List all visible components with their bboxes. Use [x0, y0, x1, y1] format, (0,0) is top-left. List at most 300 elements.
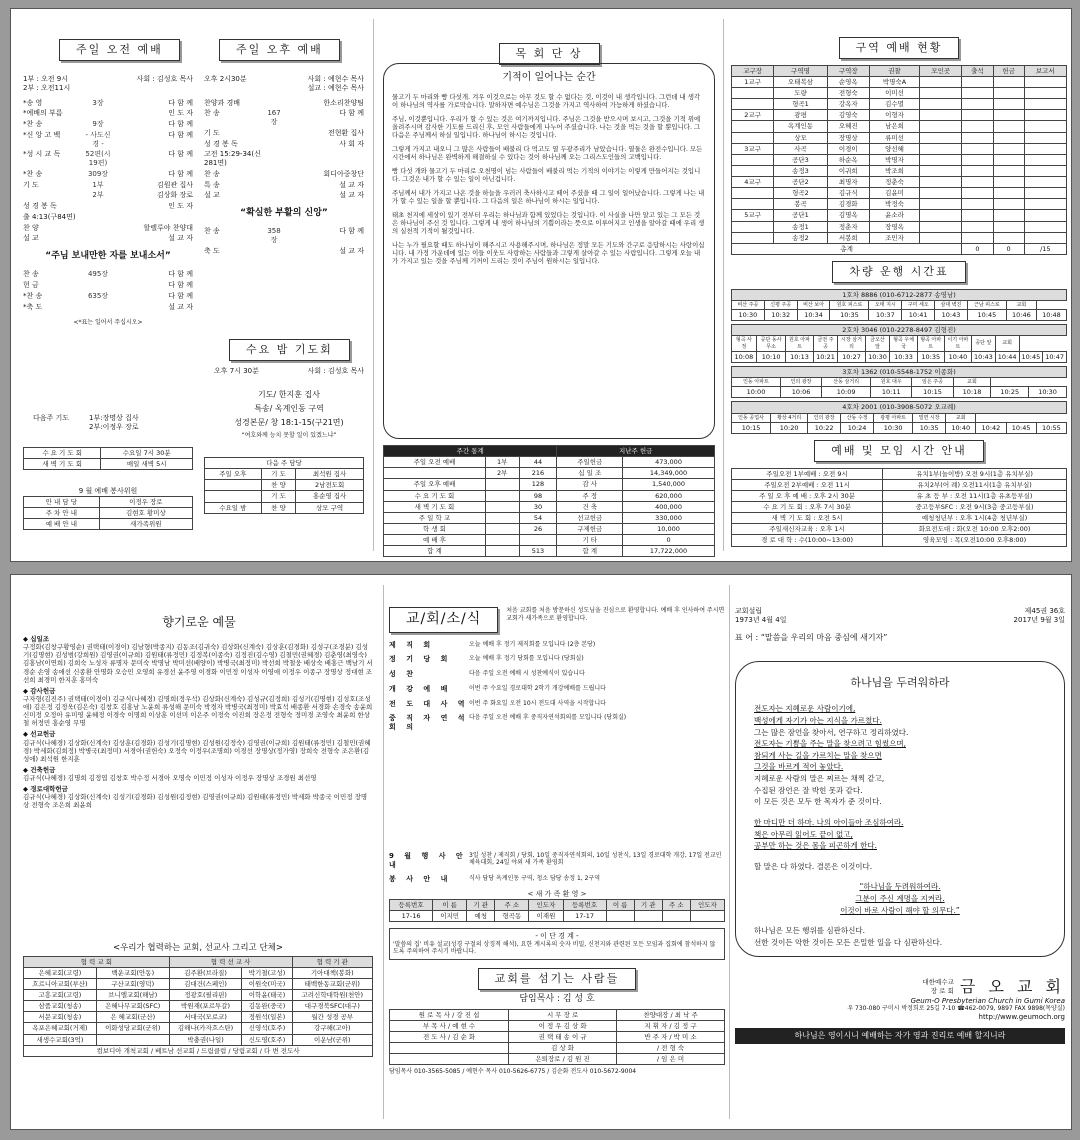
cell-cell [1024, 143, 1066, 154]
news-item-text: 오늘 예배 후 정기 제직회를 모입니다 (2층 본당) [469, 640, 596, 648]
cell-cell [993, 110, 1024, 121]
news-item [389, 670, 725, 679]
verse-line [754, 872, 1046, 881]
table-row [384, 546, 715, 557]
order-cell: 2부 [92, 191, 104, 200]
church-url[interactable]: http://www.geumoch.org [978, 1012, 1065, 1021]
cell-row [732, 110, 1067, 121]
order-cell: *찬 송 [23, 120, 43, 128]
cell-cell: 류미선 [869, 132, 919, 143]
bus-stop: 산동 삼거리 [822, 378, 871, 387]
offering-section-head: ◆ 경로대학헌금 [23, 785, 68, 794]
news-item-label: 개 강 예 배 [389, 684, 452, 693]
order-cell: 다 함 께 [339, 227, 364, 236]
order-row [23, 234, 193, 243]
bus-times [732, 351, 1067, 362]
cell-cell [732, 154, 774, 165]
bus-time: 10:44 [995, 351, 1019, 362]
bus-times [732, 387, 1067, 398]
table-cell: 강구해(고아) [292, 1023, 372, 1034]
schedule-label: 9 월 행 사 안 내 [389, 851, 467, 869]
cell-total-label: 총계 [732, 243, 962, 254]
cell-cell [920, 132, 962, 143]
cell-cell [962, 88, 993, 99]
cell-cell [993, 188, 1024, 199]
service-row [389, 875, 725, 884]
bus-stop: 구미 세오 [902, 300, 935, 309]
table-row [732, 535, 1067, 546]
news-item [389, 655, 725, 664]
table-cell: 54 [519, 512, 557, 523]
cell-cell [993, 221, 1024, 232]
order-cell: 전현환 집사 [327, 128, 364, 137]
morning-service [23, 75, 193, 327]
table-row [384, 501, 715, 512]
table-cell: 128 [519, 479, 557, 490]
table-cell: 찬 양 [261, 502, 296, 513]
table-cell: 은 혜교회(군산) [96, 1012, 169, 1023]
cell-cell [1024, 221, 1066, 232]
table-cell: 합 계 [557, 546, 623, 557]
table-cell: 예청청년부 : 오후 1시(4층 청년부실) [883, 513, 1067, 524]
newcomer-title: < 새 가 족 환 영 > [527, 890, 587, 898]
duty-title: 9 월 예배 봉사위원 [78, 487, 138, 495]
bus-stop: 비산 보아 [797, 300, 830, 309]
service-label: 봉 사 안 내 [389, 875, 452, 884]
table-row [205, 480, 364, 491]
cell-cell [962, 177, 993, 188]
cell-cell: 상모 [774, 132, 827, 143]
cell-row [732, 99, 1067, 110]
cell-cell [962, 143, 993, 154]
newcomer-header: 주 소 [662, 899, 690, 910]
table-cell: 330,000 [623, 512, 715, 523]
cell-header: 교구장 [732, 65, 774, 76]
cell-cell: 최명자 [827, 177, 869, 188]
cell-cell: 이경이 [827, 143, 869, 154]
table-row [732, 502, 1067, 513]
standing-note: <*표는 일어서 주십시오> [73, 319, 143, 327]
table-cell: 지 휘 자 / 김 정 구 [617, 1020, 725, 1031]
morning-order-list-2 [23, 270, 193, 311]
cell-cell [920, 121, 962, 132]
order-cell: 찬 송 [204, 109, 220, 118]
table-cell: 구제헌금 [557, 523, 623, 534]
church-address: 우 730-080 구미시 박정희로 25길 7-10 ☎462-0079, 9897 FAX 9898(목양실) [847, 1005, 1065, 1013]
table-cell: 수 요 기 도 회 [24, 448, 101, 459]
table-row [732, 513, 1067, 524]
order-cell: 찬양과 경배 [204, 98, 241, 107]
table-cell: 주일 오후 예배 [384, 479, 486, 490]
order-row [204, 99, 364, 108]
table-cell: 김동완(중국) [242, 1001, 292, 1012]
offerings-column [19, 575, 379, 1129]
table-cell: 새 벽 기 도 회 [384, 501, 486, 512]
news-item-text: 다음 주일 오전 예배 시 성찬예식이 있습니다 [469, 670, 585, 677]
bus-time: 10:06 [780, 387, 821, 398]
table-cell: 학 생 회 [384, 523, 486, 534]
offering-title: 지난주 헌금 [557, 446, 715, 457]
bus-time: 10:33 [890, 351, 917, 362]
cell-cell: 2교구 [732, 110, 774, 121]
cell-row [732, 210, 1067, 221]
table-cell: 0 [623, 535, 715, 546]
order-cell: 다 함 께 [168, 291, 193, 300]
bus-time: 10:11 [871, 387, 912, 398]
cell-cell [920, 76, 962, 87]
order-row [23, 270, 193, 279]
table-cell: 권 택 태 송 이 규 [509, 1032, 617, 1043]
bus-time: 10:34 [797, 310, 830, 321]
order-cell: 다 함 께 [168, 130, 193, 139]
bus-stop: 원호 피스로 [830, 300, 869, 309]
order-cell: 다 함 께 [168, 120, 193, 128]
bus-time: 10:30 [1029, 387, 1067, 398]
cell-cell: 서봉희 [827, 232, 869, 243]
table-cell: 이 정 우 김 상 화 [509, 1020, 617, 1031]
order-cell: 성 경 봉 독 [204, 139, 238, 148]
cell-cell: 하순옥 [827, 154, 869, 165]
cell-header: 구역명 [774, 65, 827, 76]
wed-sermon: “여호와께 능치 못할 일이 있겠느냐” [241, 431, 337, 439]
table-cell [634, 910, 662, 921]
table-cell: 새생수교회(3억) [24, 1034, 97, 1045]
verse-line: “하나님을 두려워하여라. [859, 882, 941, 892]
bus-stop: 원호 아파트 [786, 336, 813, 352]
table-cell: 예 배 안 내 [24, 519, 100, 530]
cells-title: 구역 예배 현황 [839, 37, 960, 59]
table-cell [485, 535, 519, 546]
bus-stop: 원호 대우 [871, 378, 912, 387]
schedule-text: 3일 성찬 / 제직회 / 당회, 10일 중직자연석회의, 10일 성찬식, 13일 경로대학 개강, 17일 전교인 체육대회, 24일 야외 새 가족 환영회 [469, 851, 722, 867]
table-row [384, 535, 715, 546]
bulletin-outer-page [10, 574, 1072, 1130]
morning-order-list [23, 99, 193, 244]
afternoon-sermon-title: “확실한 부활의 신앙” [240, 208, 328, 218]
cell-cell: 김경화 [827, 199, 869, 210]
bus-stops [732, 336, 1067, 352]
afternoon-title: 주일 오후 예배 [219, 39, 340, 61]
order-cell: 인 도 자 [168, 109, 193, 118]
pastor-column-area [379, 9, 719, 561]
order-cell: 찬 송 [204, 227, 220, 236]
bus-route-table [731, 366, 1067, 399]
order-cell: 9장 [92, 120, 104, 128]
bus-stops [732, 378, 1067, 387]
staff-title: 교회를 섬기는 사람들 [478, 968, 637, 990]
order-row [23, 224, 193, 233]
verse-line: 지혜로운 사람의 말은 찌르는 채찍 같고, [754, 774, 885, 783]
bus-time: 10:55 [1036, 422, 1066, 433]
offering-section-text: 구정화(김창구황영순) 권택태(이경이) 김남형(박종지) 김동조(김귀숙) 김상화(신계숙) 김상훈(김경화) 김성구(조경분) 김성기(김명현) 김성범(강희원) 김영권(이규희) 김원태(류정민) 김정복(이종숙) 김정진(김수영) 김철민(권혜경) 김춘영(최영숙) 김홍남(이연희) 김희숙 노성자 류명자 문미숙 박명남 박미선(배양이) 박병국(최정미) 박선희 박철웅 배상숙 배홍근 백남기 서경순 손영 송애선 신종환 안명화 오승민 오영희 유경선 윤주영 이경화 이민정 이성자 이영애 이정우 이종구 장명상 정대현 조선희 최경미 한지훈 홍미숙 [23, 643, 373, 684]
cell-cell: 박명자 [869, 154, 919, 165]
table-row [24, 1012, 373, 1023]
table-row [384, 490, 715, 501]
cell-cell: 송정3 [774, 165, 827, 176]
table-cell: 원 로 목 사 / 강 진 섭 [390, 1009, 509, 1020]
order-cell: 설 교 자 [339, 246, 364, 255]
morning-times: 1부 : 오전 9시 2부 : 오전11시 [23, 75, 71, 92]
news-item-text: 이번 주 화요일 오전 10시 전도대 사역을 시작합니다 [469, 699, 606, 707]
table-cell [390, 1054, 509, 1065]
wed-prayer: 기도/ 한지훈 집사 [258, 389, 320, 399]
news-column [389, 575, 725, 1129]
table-cell [690, 910, 724, 921]
cell-cell [1024, 188, 1066, 199]
cell-cell: 오혜진 [827, 121, 869, 132]
table-cell: 2부 [485, 468, 519, 479]
order-cell: 김상화 장로 [156, 191, 193, 200]
table-row [24, 1034, 373, 1045]
table-row [390, 1032, 725, 1043]
bus-time: 10:10 [756, 351, 786, 362]
offering-section-text: 김규식(나혜경) 김명희 김정엽 김창호 박수정 서경아 오명숙 이민정 이성자 이정우 장명상 조경원 최선영 [23, 774, 317, 782]
cell-row [732, 76, 1067, 87]
verse-line: 선한 것이든 악한 것이든 모든 은밀한 일을 다 심판하신다. [754, 937, 943, 947]
table-cell: 1부 [485, 457, 519, 468]
bus-time: 10:40 [944, 351, 971, 362]
bus-route-table [731, 324, 1067, 363]
service-text: 식사 담당 옥계인동 구역, 청소 담당 송정 1, 2구역 [469, 875, 601, 883]
table-cell: 이원숙(미국) [242, 978, 292, 989]
table-cell: 찬양대장 / 최 낙 주 [617, 1009, 725, 1020]
order-row [23, 303, 193, 312]
cell-cell [732, 165, 774, 176]
order-cell: 495장 [87, 270, 109, 279]
cell-row [732, 121, 1067, 132]
order-cell: 특 송 [204, 180, 220, 189]
cell-cell [993, 76, 1024, 87]
cell-cell [962, 154, 993, 165]
news-item-text: 이번 주 수요일 경로대학 2학기 개강예배를 드립니다 [469, 684, 606, 692]
verse-line [754, 916, 1046, 925]
cell-cell [920, 232, 962, 243]
bus-stop: 공단 동사무소 [756, 336, 786, 352]
table-row [390, 1009, 725, 1020]
cell-cell: 남은희 [869, 121, 919, 132]
order-cell: 다 함 께 [339, 109, 364, 118]
verse-line: 하나님은 모든 행위를 심판하신다. [754, 926, 865, 936]
cell-cell [993, 199, 1024, 210]
times-title: 예배 및 모임 시간 안내 [814, 440, 984, 462]
cell-header: 권찰 [869, 65, 919, 76]
bus-time: 10:30 [874, 422, 913, 433]
order-cell: 다 함 께 [168, 281, 193, 289]
order-cell: 설 교 자 [339, 191, 364, 200]
table-cell: 합 계 [384, 546, 486, 557]
order-cell: 358장 [267, 227, 281, 244]
table-cell: 주일 오전 예배 [384, 457, 486, 468]
bus-time: 10:47 [1043, 351, 1067, 362]
cell-cell: 공단3 [774, 154, 827, 165]
order-cell: 회디아중창단 [323, 169, 364, 178]
cell-cell: 봉곡 [774, 199, 827, 210]
table-cell: 주 일 학 교 [384, 512, 486, 523]
newcomer-table [389, 899, 725, 922]
news-item-label: 정 기 당 회 [389, 655, 452, 664]
duty-committee [23, 487, 193, 530]
cell-cell [962, 110, 993, 121]
cell-cell [920, 110, 962, 121]
cell-cell [1024, 154, 1066, 165]
table-cell [485, 479, 519, 490]
table-cell: 태백한동교회(군위) [292, 978, 372, 989]
table-cell: 대구경북SFC(대구) [292, 1001, 372, 1012]
order-row [204, 181, 364, 190]
table-cell: 은혜나무교회(SFC) [96, 1001, 169, 1012]
bus-schedule [731, 289, 1067, 434]
verse-line: 이 모든 것은 모두 한 목자가 준 것이다. [754, 797, 882, 807]
order-cell: *찬 송 [23, 291, 43, 300]
table-cell: 김주환(브라질) [169, 967, 242, 978]
table-row [732, 524, 1067, 535]
denomination: 대한예수교 장 로 회 [922, 978, 954, 995]
cell-cell [962, 99, 993, 110]
wed-special: 특송/ 옥계인동 구역 [254, 403, 324, 413]
heresy-text: '말씀의 집' 비유 설교(성경 구절의 상징적 해석), 요한 계시록의 숫자 비밀, 신천지와 관련된 모든 모임과 집회에 참석하지 않도록 주의하여 주시기 바랍니다. [393, 940, 716, 956]
order-row [23, 292, 193, 301]
table-cell: 박충권(나일) [169, 1034, 242, 1045]
table-cell: 17-16 [390, 910, 433, 921]
newcomer-header: 기 관 [634, 899, 662, 910]
verse-line: 그것을 바르게 적어 놓았다. [754, 762, 844, 772]
cell-cell [732, 188, 774, 199]
bus-stop: 형곡 사정 [732, 336, 757, 352]
order-cell: 설 교 자 [339, 180, 364, 189]
cell-row [732, 177, 1067, 188]
cell-cell [920, 154, 962, 165]
order-row [23, 202, 193, 211]
cell-row [732, 199, 1067, 210]
cell-cell [962, 199, 993, 210]
table-cell: / 전 형 숙 [617, 1043, 725, 1054]
order-cell: 설 교 자 [168, 302, 193, 311]
bus-route-label: 2호차 3046 (010-2278-8497 김형진) [732, 325, 1067, 336]
news-title: 교/회/소/식 [389, 607, 498, 633]
cover-verse-text [754, 703, 1046, 948]
verse-line: 그는 많은 잠언을 찾아서, 연구하고 정리하였다. [754, 727, 909, 737]
table-row [24, 507, 193, 518]
bus-time: 10:48 [1036, 310, 1066, 321]
cell-cell: 송정2 [774, 232, 827, 243]
cell-row [732, 88, 1067, 99]
table-cell: 정광호(필리핀) [169, 990, 242, 1001]
column-paragraph: 그렇게 가지고 내오니 그 많은 사람들이 배불리 다 먹고도 열 두광주리가 남았습니다. 열둘은 완전수입니다. 모든 시간에서 하나님은 완벽하게 해결하실 수 있다는 것이 하나님께 오는 그리스도인들의 고백입니다. [392, 144, 703, 161]
bus-time: 10:13 [786, 351, 813, 362]
bus-route-name [732, 402, 1067, 413]
cell-cell [1024, 165, 1066, 176]
cell-cell: 이미선 [869, 88, 919, 99]
table-row [384, 479, 715, 490]
bus-times [732, 310, 1067, 321]
table-cell [384, 468, 486, 479]
bus-stop: 금전 주공 [813, 336, 838, 352]
bus-stop: 인동 아파트 [732, 378, 781, 387]
table-row [732, 490, 1067, 501]
verse-line: 수집된 잠언은 잘 박힌 못과 같다. [754, 785, 863, 795]
bus-stop: 오태 지시 [869, 300, 902, 309]
column-box [383, 63, 715, 439]
column-paragraph: 태초 천지에 세상이 있기 전부터 우리는 하나님과 함께 있었다는 것입니다. 이 사실을 나만 알고 있는 그 모든 것은 하나님이 주신 것 입니다. 그렇게 내 생이 하나님의 기쁨이라는 뜻으로 이루어지고 인생을 알아갈 때에 우리 생의 실천적 기적이 될것입니다. [392, 210, 705, 235]
table-cell: 44 [519, 457, 557, 468]
meeting-times-table [23, 447, 193, 470]
cell-cell [732, 121, 774, 132]
table-row [205, 502, 364, 513]
table-cell: / 임 은 미 [617, 1054, 725, 1065]
bus-stop: 교회 [1006, 300, 1036, 309]
table-cell: 반 주 자 / 박 미 소 [617, 1032, 725, 1043]
cell-cell: 박정숙 [869, 199, 919, 210]
order-row [23, 99, 193, 108]
offering-section-text: 구자형(김진주) 권택태(이경이) 김규식(나혜경) 김명희(정우석) 김상화(신계숙) 김성규(김정희) 김성기(김명현) 김성호(조성애) 김은정 김정욱(김은숙) 김창호 김홍남 노윤희 류성해 문미숙 박경자 박병국(최정미) 박효석 배종환 서경화 손경숙 송윤희 신미정 오정아 유미영 윤혜정 이경숙 이명희 이상훈 이선미 이은주 이정숙 이진희 장은정 전형숙 정미경 조영숙 최윤희 한상철 허정민 홍순영 무명 [23, 694, 373, 728]
table-cell [662, 910, 690, 921]
cell-cell [1024, 76, 1066, 87]
cell-cell [993, 177, 1024, 188]
cell-cell: 3교구 [732, 143, 774, 154]
news-item-label: 중 직 자 연 석 회 의 [389, 714, 469, 731]
table-cell: 이화성당교회(군위) [96, 1023, 169, 1034]
bus-time: 10:41 [902, 310, 935, 321]
cell-cell: 순영옥 [827, 76, 869, 87]
bus-time: 10:46 [1006, 310, 1036, 321]
table-cell: 선교헌금 [557, 512, 623, 523]
bus-stop: 교회 [995, 336, 1019, 352]
bus-stops [732, 300, 1067, 309]
column-heading: 기적이 일어나는 순간 [502, 72, 596, 83]
table-row [24, 967, 373, 978]
verse-line: 그분이 주신 계명을 지켜라. [855, 894, 945, 903]
table-cell: 브니엘교회(해남) [96, 990, 169, 1001]
table-cell [390, 1043, 509, 1054]
order-cell: 김원관 집사 [156, 180, 193, 189]
partners-title: <우리가 협력하는 교회, 선교사 그리고 단체> [112, 943, 284, 953]
table-row [732, 479, 1067, 490]
table-cell: 주일새신자교육 : 오후 1시 [732, 524, 883, 535]
table-row [390, 1020, 725, 1031]
news-item [389, 714, 725, 732]
table-row [24, 448, 193, 459]
newcomer-header: 인도자 [529, 899, 563, 910]
order-cell: *축 도 [23, 302, 43, 311]
bus-stop: 근남 피스로 [967, 300, 1006, 309]
table-cell: 김대건(스페인) [169, 978, 242, 989]
newcomer-header: 기 관 [467, 899, 495, 910]
bus-time: 10:45 [1019, 351, 1043, 362]
offering-section-head: ◆ 십일조 [23, 635, 50, 643]
bus-time: 10:45 [1006, 422, 1036, 433]
bus-time: 10:43 [972, 351, 996, 362]
table-cell: 서문교회(청송) [24, 1012, 97, 1023]
bus-time: 10:45 [967, 310, 1006, 321]
table-row [24, 519, 193, 530]
table-cell: 400,000 [623, 501, 715, 512]
next-prayer [33, 414, 139, 432]
table-row [390, 1054, 725, 1065]
bus-time: 10:22 [808, 422, 841, 433]
cell-cell [1024, 199, 1066, 210]
cell-cell [732, 99, 774, 110]
table-cell: 정원석(일본) [242, 1012, 292, 1023]
column-paragraph: 주님께서 내가 가지고 나온 것을 하늘을 우러러 축사하시고 떼어 주셨을 때 그 일이 일어났습니다. 그렇게 나는 내가 할 수 있는 일을 할 뿐입니다. 그 다음의 일은 하나님이 하시는 일입니다. [392, 188, 705, 205]
table-row [384, 512, 715, 523]
cell-cell [962, 232, 993, 243]
order-cell: 167장 [267, 109, 281, 126]
wed-service [214, 367, 364, 439]
table-cell: 경 로 대 학 : 수(10:00~13:00) [732, 535, 883, 546]
newcomer-header: 이 름 [433, 899, 467, 910]
table-cell: 주 일 오 후 예 배 : 오후 2시 30분 [732, 490, 883, 501]
table-cell: 2남전도회 [296, 480, 364, 491]
